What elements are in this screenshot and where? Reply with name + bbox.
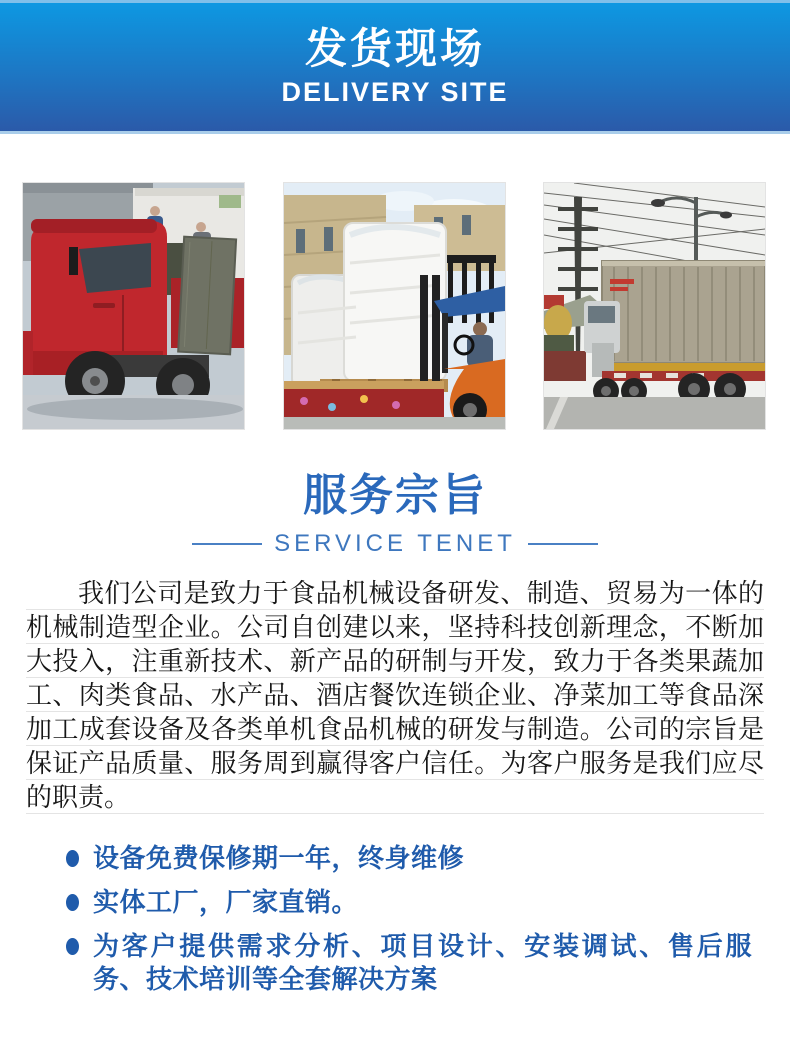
delivery-photo-strip (0, 134, 790, 430)
section-title-en: SERVICE TENET (274, 530, 516, 557)
subtitle-left-rule (192, 543, 262, 545)
bullet-dot-icon (66, 850, 79, 867)
banner-title-en: DELIVERY SITE (281, 77, 509, 107)
section-title-zh: 服务宗旨 (303, 471, 487, 520)
service-bullet-1 (66, 842, 752, 875)
service-bullet-2 (66, 886, 752, 919)
subtitle-right-rule (528, 543, 598, 545)
service-bullet-3 (66, 930, 752, 996)
bullet-dot-icon (66, 938, 79, 955)
wrapped-machines-forklift-illustration (284, 183, 505, 429)
banner-title-zh: 发货现场 (304, 25, 485, 72)
service-bullet-1-text: 设备免费保修期一年，终身维修 (93, 843, 465, 873)
bullet-dot-icon (66, 894, 79, 911)
photo-wrapped-machines-forklift (283, 182, 506, 430)
company-description: 我们公司是致力于食品机械设备研发、制造、贸易为一体的机械制造型企业。公司自创建以来，坚持科技创新理念，不断加大投入，注重新技术、新产品的研制与开发，致力于各类果蔬加工、肉类食品、水产品、酒店餐饮连锁企业、净菜加工等食品深加工成套设备及各类单机食品机械的研发与制造。公司的宗旨是保证产品质量、服务周到赢得客户信任。为客户服务是我们应尽的职责。 (26, 578, 764, 812)
delivery-site-banner (0, 0, 790, 134)
section-subtitle (0, 532, 790, 556)
container-truck-illustration (544, 183, 765, 429)
service-bullet-list (66, 842, 752, 996)
photo-red-truck-loading (22, 182, 245, 430)
service-tenet-section (0, 472, 790, 556)
photo-container-truck (543, 182, 766, 430)
service-bullet-2-text: 实体工厂，厂家直销。 (93, 887, 359, 917)
red-truck-loading-illustration (23, 183, 244, 429)
service-bullet-3-text: 为客户提供需求分析、项目设计、安装调试、售后服务、技术培训等全套解决方案 (93, 931, 752, 994)
